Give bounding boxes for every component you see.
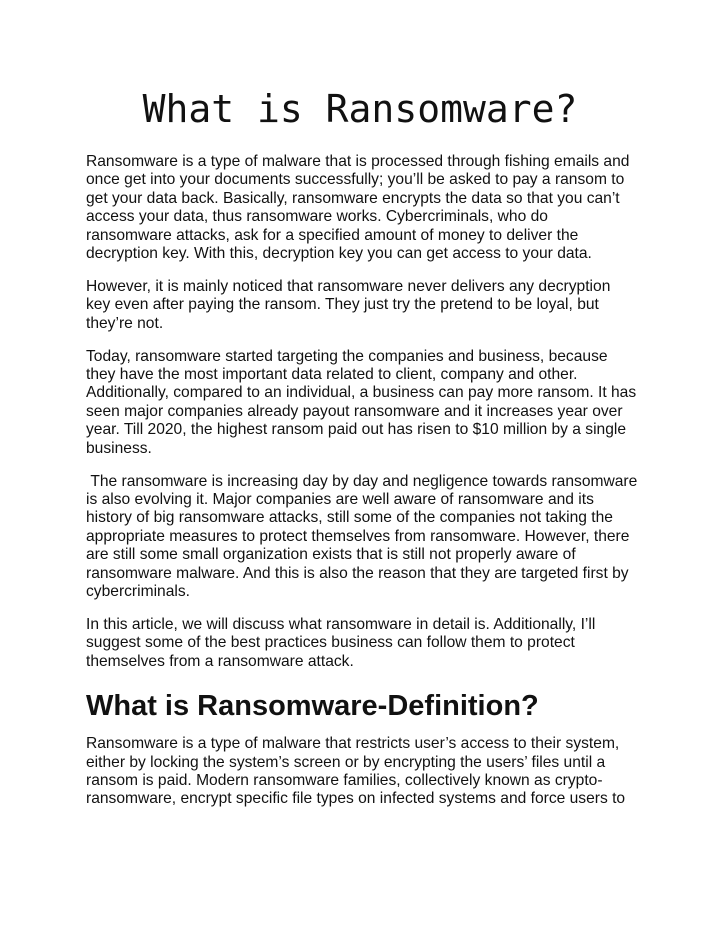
paragraph-decryption-key: However, it is mainly noticed that ransomware never delivers any decryption key even after paying the ransom. They just try the pretend to be loyal, but they’re not. bbox=[86, 277, 611, 332]
paragraph-increasing-threat: The ransomware is increasing day by day and negligence towards ransomware is also evolving it. Major companies are well aware of ransomware and its history of big ransomware attacks, still some of the companies not taking the appropriate measures to protect themselves from ransomware. However, there are still some small organization exists that is still not properly aware of ransomware malware. And this is also the reason that they are targeted first by cybercriminals. bbox=[86, 472, 638, 601]
paragraph-definition: Ransomware is a type of malware that restricts user’s access to their system, either by locking the system’s screen or by encrypting the users’ files until a ransom is paid. Modern ransomware families, collectively known as crypto-ransomware, encrypt specific file types on infected systems and force users to bbox=[86, 735, 626, 808]
paragraph-article-scope: In this article, we will discuss what ransomware in detail is. Additionally, I’ll suggest some of the best practices business can follow them to protect themselves from a ransomware attack. bbox=[86, 615, 596, 670]
section-heading-definition: What is Ransomware-Definition? bbox=[86, 690, 539, 723]
paragraph-targeting-business: Today, ransomware started targeting the companies and business, because they have the most important data related to client, company and other. Additionally, compared to an individual, a business can pay more ransom. It has seen major companies already payout ransomware and it increases year over year. Till 2020, the highest ransom paid out has risen to $10 million by a single business. bbox=[86, 347, 637, 457]
document-body bbox=[86, 153, 638, 823]
paragraph-intro: Ransomware is a type of malware that is processed through fishing emails and once get into your documents successfully; you’ll be asked to pay a ransom to get your data back. Basically, ransomware encrypts the data so that you can’t access your data, thus ransomware works. Cybercriminals, who do ransomware attacks, ask for a specified amount of money to deliver the decryption key. With this, decryption key you can get access to your data. bbox=[86, 153, 630, 263]
page-title: What is Ransomware? bbox=[142, 87, 578, 131]
